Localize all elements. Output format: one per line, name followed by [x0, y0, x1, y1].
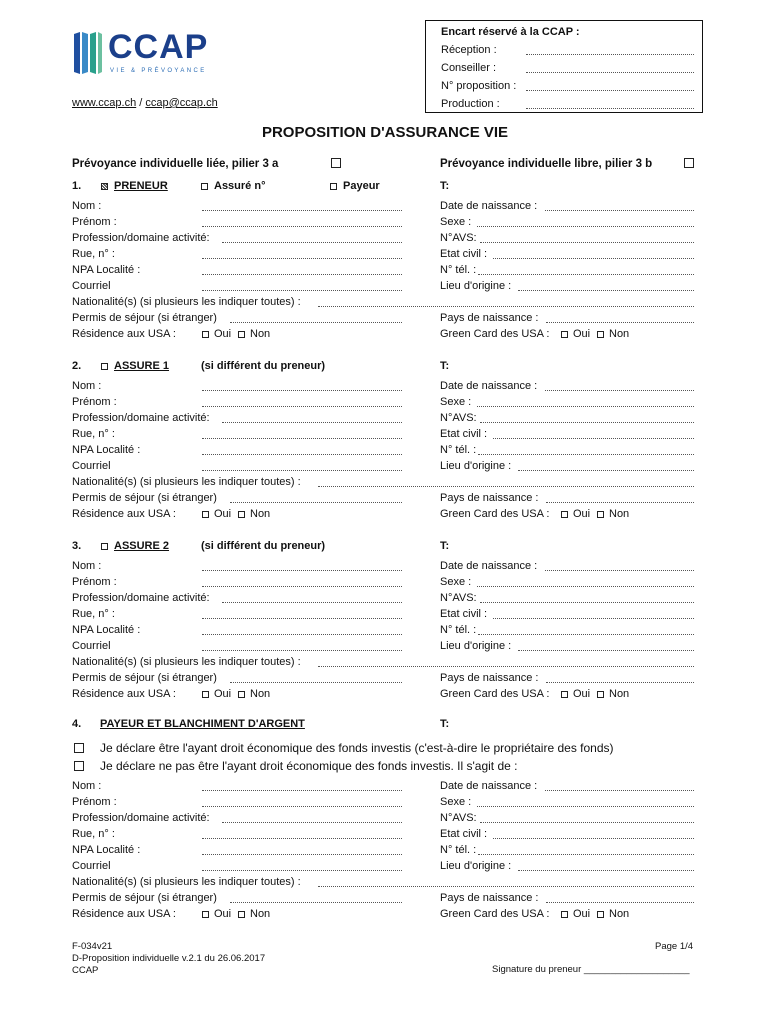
residence-usa-label: Résidence aux USA : — [72, 508, 176, 520]
footer-code: F-034v21 — [72, 941, 113, 952]
prenom-label: Prénom : — [72, 216, 117, 228]
encart-reception-field[interactable] — [526, 45, 694, 55]
rue-label: Rue, n° : — [72, 428, 115, 440]
pays-naissance-field[interactable] — [546, 313, 694, 323]
permis-field[interactable] — [230, 673, 402, 683]
permis-label: Permis de séjour (si étranger) — [72, 892, 217, 904]
nationalite-field[interactable] — [318, 297, 694, 307]
permis-field[interactable] — [230, 893, 402, 903]
profession-label: Profession/domaine activité: — [72, 412, 210, 424]
npa-field[interactable] — [202, 265, 402, 275]
green-card-non-label: Non — [609, 688, 630, 700]
permis-field[interactable] — [230, 313, 402, 323]
pillar-3a-checkbox[interactable] — [331, 158, 341, 168]
avs-field[interactable] — [480, 233, 694, 243]
residence-usa-label: Résidence aux USA : — [72, 688, 176, 700]
residence-oui-checkbox[interactable] — [202, 911, 209, 918]
avs-label: N°AVS: — [440, 232, 477, 244]
residence-non-checkbox[interactable] — [238, 331, 245, 338]
pays-naissance-field[interactable] — [546, 493, 694, 503]
sexe-field[interactable] — [477, 577, 694, 587]
green-card-oui-label: Oui — [573, 908, 591, 920]
rue-field[interactable] — [202, 429, 402, 439]
nom-label: Nom : — [72, 380, 102, 392]
residence-non-label: Non — [250, 328, 271, 340]
residence-oui-label: Oui — [214, 908, 232, 920]
nationalite-field[interactable] — [318, 657, 694, 667]
green-card-non-label: Non — [609, 508, 630, 520]
residence-usa-label: Résidence aux USA : — [72, 328, 176, 340]
green-card-non-label: Non — [609, 328, 630, 340]
sexe-field[interactable] — [477, 217, 694, 227]
residence-oui-checkbox[interactable] — [202, 331, 209, 338]
green-card-non-checkbox[interactable] — [597, 511, 604, 518]
nationalite-label: Nationalité(s) (si plusieurs les indiquer toutes) : — [72, 476, 301, 488]
green-card-label: Green Card des USA : — [440, 908, 550, 920]
declaration-no-checkbox[interactable] — [74, 761, 84, 771]
npa-label: NPA Localité : — [72, 844, 141, 856]
profession-label: Profession/domaine activité: — [72, 232, 210, 244]
section-t-label: T: — [440, 360, 450, 372]
avs-label: N°AVS: — [440, 812, 477, 824]
residence-usa-label: Résidence aux USA : — [72, 908, 176, 920]
nom-label: Nom : — [72, 780, 102, 792]
sexe-label: Sexe : — [440, 796, 472, 808]
nom-label: Nom : — [72, 560, 102, 572]
tel-field[interactable] — [478, 625, 694, 635]
profession-label: Profession/domaine activité: — [72, 592, 210, 604]
section-title: ASSURE 1 — [114, 360, 170, 372]
rue-label: Rue, n° : — [72, 248, 115, 260]
residence-non-checkbox[interactable] — [238, 511, 245, 518]
date-naissance-field[interactable] — [545, 381, 694, 391]
courriel-label: Courriel — [72, 640, 111, 652]
encart-proposition-field[interactable] — [526, 81, 694, 91]
residence-non-label: Non — [250, 508, 271, 520]
ccap-logo-icon — [72, 30, 104, 76]
lieu-origine-label: Lieu d'origine : — [440, 640, 512, 652]
nom-field[interactable] — [202, 201, 402, 211]
tel-label: N° tél. : — [440, 264, 477, 276]
date-naissance-label: Date de naissance : — [440, 380, 538, 392]
courriel-field[interactable] — [202, 861, 402, 871]
courriel-field[interactable] — [202, 461, 402, 471]
declaration-no: Je déclare ne pas être l'ayant droit économique des fonds investis. Il s'agit de : — [100, 759, 518, 773]
assure-no-label: Assuré n° — [214, 180, 266, 192]
tel-field[interactable] — [478, 445, 694, 455]
ccap-reserved-box — [425, 20, 703, 113]
profession-field[interactable] — [222, 813, 402, 823]
encart-reception: Réception : — [441, 44, 497, 56]
residence-oui-label: Oui — [214, 328, 232, 340]
section-number: 4. — [72, 718, 82, 730]
prenom-label: Prénom : — [72, 396, 117, 408]
section-number: 1. — [72, 180, 82, 192]
section-t-label: T: — [440, 180, 450, 192]
npa-field[interactable] — [202, 625, 402, 635]
courriel-field[interactable] — [202, 281, 402, 291]
green-card-non-checkbox[interactable] — [597, 911, 604, 918]
encart-production-field[interactable] — [526, 99, 694, 109]
lieu-origine-field[interactable] — [518, 861, 694, 871]
etat-civil-field[interactable] — [493, 609, 694, 619]
logo — [72, 30, 242, 76]
encart-production: Production : — [441, 98, 500, 110]
nom-field[interactable] — [202, 381, 402, 391]
tel-label: N° tél. : — [440, 844, 477, 856]
residence-oui-checkbox[interactable] — [202, 691, 209, 698]
pays-naissance-field[interactable] — [546, 893, 694, 903]
etat-civil-label: Etat civil : — [440, 428, 488, 440]
website-link[interactable]: www.ccap.ch — [72, 97, 137, 109]
profession-field[interactable] — [222, 413, 402, 423]
sexe-label: Sexe : — [440, 216, 472, 228]
date-naissance-field[interactable] — [545, 201, 694, 211]
logo-wordmark: CCAP — [108, 28, 209, 66]
encart-conseiller-field[interactable] — [526, 63, 694, 73]
avs-field[interactable] — [480, 593, 694, 603]
green-card-label: Green Card des USA : — [440, 688, 550, 700]
logo-subtitle: VIE & PRÉVOYANCE — [110, 68, 207, 74]
tel-label: N° tél. : — [440, 624, 477, 636]
npa-label: NPA Localité : — [72, 264, 141, 276]
declaration-yes-checkbox[interactable] — [74, 743, 84, 753]
green-card-label: Green Card des USA : — [440, 328, 550, 340]
residence-oui-label: Oui — [214, 508, 232, 520]
avs-label: N°AVS: — [440, 592, 477, 604]
nom-field[interactable] — [202, 561, 402, 571]
pays-naissance-label: Pays de naissance : — [440, 492, 539, 504]
encart-conseiller: Conseiller : — [441, 62, 497, 74]
pillar-3b-checkbox[interactable] — [684, 158, 694, 168]
section-checkbox[interactable] — [101, 543, 108, 550]
sexe-field[interactable] — [477, 397, 694, 407]
prenom-field[interactable] — [202, 217, 402, 227]
residence-oui-label: Oui — [214, 688, 232, 700]
declaration-yes: Je déclare être l'ayant droit économique des fonds investis (c'est-à-dire le propriétaire des fonds) — [100, 741, 614, 755]
date-naissance-label: Date de naissance : — [440, 560, 538, 572]
date-naissance-label: Date de naissance : — [440, 780, 538, 792]
green-card-non-label: Non — [609, 908, 630, 920]
encart-proposition: N° proposition : — [441, 80, 517, 92]
etat-civil-label: Etat civil : — [440, 608, 488, 620]
email-link[interactable]: ccap@ccap.ch — [145, 97, 218, 109]
tel-field[interactable] — [478, 265, 694, 275]
section-number: 2. — [72, 360, 82, 372]
nationalite-label: Nationalité(s) (si plusieurs les indiquer toutes) : — [72, 656, 301, 668]
etat-civil-field[interactable] — [493, 249, 694, 259]
green-card-oui-checkbox[interactable] — [561, 691, 568, 698]
date-naissance-label: Date de naissance : — [440, 200, 538, 212]
nationalite-field[interactable] — [318, 877, 694, 887]
footer-signature[interactable]: Signature du preneur ____________________ — [492, 964, 690, 975]
assure-no-checkbox[interactable] — [201, 183, 208, 190]
prenom-label: Prénom : — [72, 576, 117, 588]
green-card-label: Green Card des USA : — [440, 508, 550, 520]
avs-label: N°AVS: — [440, 412, 477, 424]
section-checkbox[interactable] — [101, 183, 108, 190]
green-card-non-checkbox[interactable] — [597, 331, 604, 338]
section-title: ASSURE 2 — [114, 540, 170, 552]
residence-non-label: Non — [250, 908, 271, 920]
green-card-oui-label: Oui — [573, 508, 591, 520]
nom-label: Nom : — [72, 200, 102, 212]
pays-naissance-label: Pays de naissance : — [440, 892, 539, 904]
profession-field[interactable] — [222, 593, 402, 603]
sexe-label: Sexe : — [440, 576, 472, 588]
date-naissance-field[interactable] — [545, 561, 694, 571]
profession-field[interactable] — [222, 233, 402, 243]
green-card-oui-label: Oui — [573, 688, 591, 700]
nationalite-label: Nationalité(s) (si plusieurs les indiquer toutes) : — [72, 876, 301, 888]
lieu-origine-label: Lieu d'origine : — [440, 280, 512, 292]
courriel-label: Courriel — [72, 460, 111, 472]
npa-label: NPA Localité : — [72, 444, 141, 456]
npa-label: NPA Localité : — [72, 624, 141, 636]
pays-naissance-label: Pays de naissance : — [440, 312, 539, 324]
page-title: PROPOSITION D'ASSURANCE VIE — [261, 124, 509, 141]
prenom-field[interactable] — [202, 797, 402, 807]
green-card-oui-label: Oui — [573, 328, 591, 340]
permis-label: Permis de séjour (si étranger) — [72, 672, 217, 684]
encart-title: Encart réservé à la CCAP : — [441, 26, 580, 38]
lieu-origine-label: Lieu d'origine : — [440, 860, 512, 872]
etat-civil-field[interactable] — [493, 429, 694, 439]
prenom-field[interactable] — [202, 397, 402, 407]
green-card-oui-checkbox[interactable] — [561, 331, 568, 338]
rue-field[interactable] — [202, 609, 402, 619]
rue-label: Rue, n° : — [72, 828, 115, 840]
section-number: 3. — [72, 540, 82, 552]
section-t-label: T: — [440, 718, 450, 730]
pillar-3a-label: Prévoyance individuelle liée, pilier 3 a — [72, 158, 279, 170]
payeur-checkbox[interactable] — [330, 183, 337, 190]
date-naissance-field[interactable] — [545, 781, 694, 791]
etat-civil-label: Etat civil : — [440, 828, 488, 840]
section-title: PRENEUR — [114, 180, 168, 192]
permis-label: Permis de séjour (si étranger) — [72, 312, 217, 324]
courriel-field[interactable] — [202, 641, 402, 651]
residence-non-label: Non — [250, 688, 271, 700]
footer-company: CCAP — [72, 965, 99, 976]
section-t-label: T: — [440, 540, 450, 552]
contact-line — [72, 97, 218, 110]
green-card-oui-checkbox[interactable] — [561, 911, 568, 918]
tel-field[interactable] — [478, 845, 694, 855]
etat-civil-field[interactable] — [493, 829, 694, 839]
contact-separator: / — [136, 97, 146, 109]
permis-label: Permis de séjour (si étranger) — [72, 492, 217, 504]
residence-non-checkbox[interactable] — [238, 911, 245, 918]
courriel-label: Courriel — [72, 280, 111, 292]
avs-field[interactable] — [480, 413, 694, 423]
etat-civil-label: Etat civil : — [440, 248, 488, 260]
sexe-field[interactable] — [477, 797, 694, 807]
section-checkbox[interactable] — [101, 363, 108, 370]
pillar-3b-label: Prévoyance individuelle libre, pilier 3 b — [440, 158, 653, 170]
payeur-label: Payeur — [343, 180, 380, 192]
nationalite-field[interactable] — [318, 477, 694, 487]
residence-oui-checkbox[interactable] — [202, 511, 209, 518]
prenom-field[interactable] — [202, 577, 402, 587]
pays-naissance-field[interactable] — [546, 673, 694, 683]
pays-naissance-label: Pays de naissance : — [440, 672, 539, 684]
section-note: (si différent du preneur) — [201, 540, 326, 552]
permis-field[interactable] — [230, 493, 402, 503]
lieu-origine-field[interactable] — [518, 641, 694, 651]
green-card-oui-checkbox[interactable] — [561, 511, 568, 518]
footer-page: Page 1/4 — [655, 941, 694, 952]
nom-field[interactable] — [202, 781, 402, 791]
green-card-non-checkbox[interactable] — [597, 691, 604, 698]
lieu-origine-field[interactable] — [518, 281, 694, 291]
npa-field[interactable] — [202, 445, 402, 455]
sexe-label: Sexe : — [440, 396, 472, 408]
prenom-label: Prénom : — [72, 796, 117, 808]
rue-label: Rue, n° : — [72, 608, 115, 620]
tel-label: N° tél. : — [440, 444, 477, 456]
section-note: (si différent du preneur) — [201, 360, 326, 372]
nationalite-label: Nationalité(s) (si plusieurs les indiquer toutes) : — [72, 296, 301, 308]
profession-label: Profession/domaine activité: — [72, 812, 210, 824]
lieu-origine-label: Lieu d'origine : — [440, 460, 512, 472]
footer-doc: D-Proposition individuelle v.2.1 du 26.06.2017 — [72, 953, 266, 964]
residence-non-checkbox[interactable] — [238, 691, 245, 698]
courriel-label: Courriel — [72, 860, 111, 872]
rue-field[interactable] — [202, 829, 402, 839]
npa-field[interactable] — [202, 845, 402, 855]
avs-field[interactable] — [480, 813, 694, 823]
section-title: PAYEUR ET BLANCHIMENT D'ARGENT — [100, 718, 305, 730]
lieu-origine-field[interactable] — [518, 461, 694, 471]
rue-field[interactable] — [202, 249, 402, 259]
